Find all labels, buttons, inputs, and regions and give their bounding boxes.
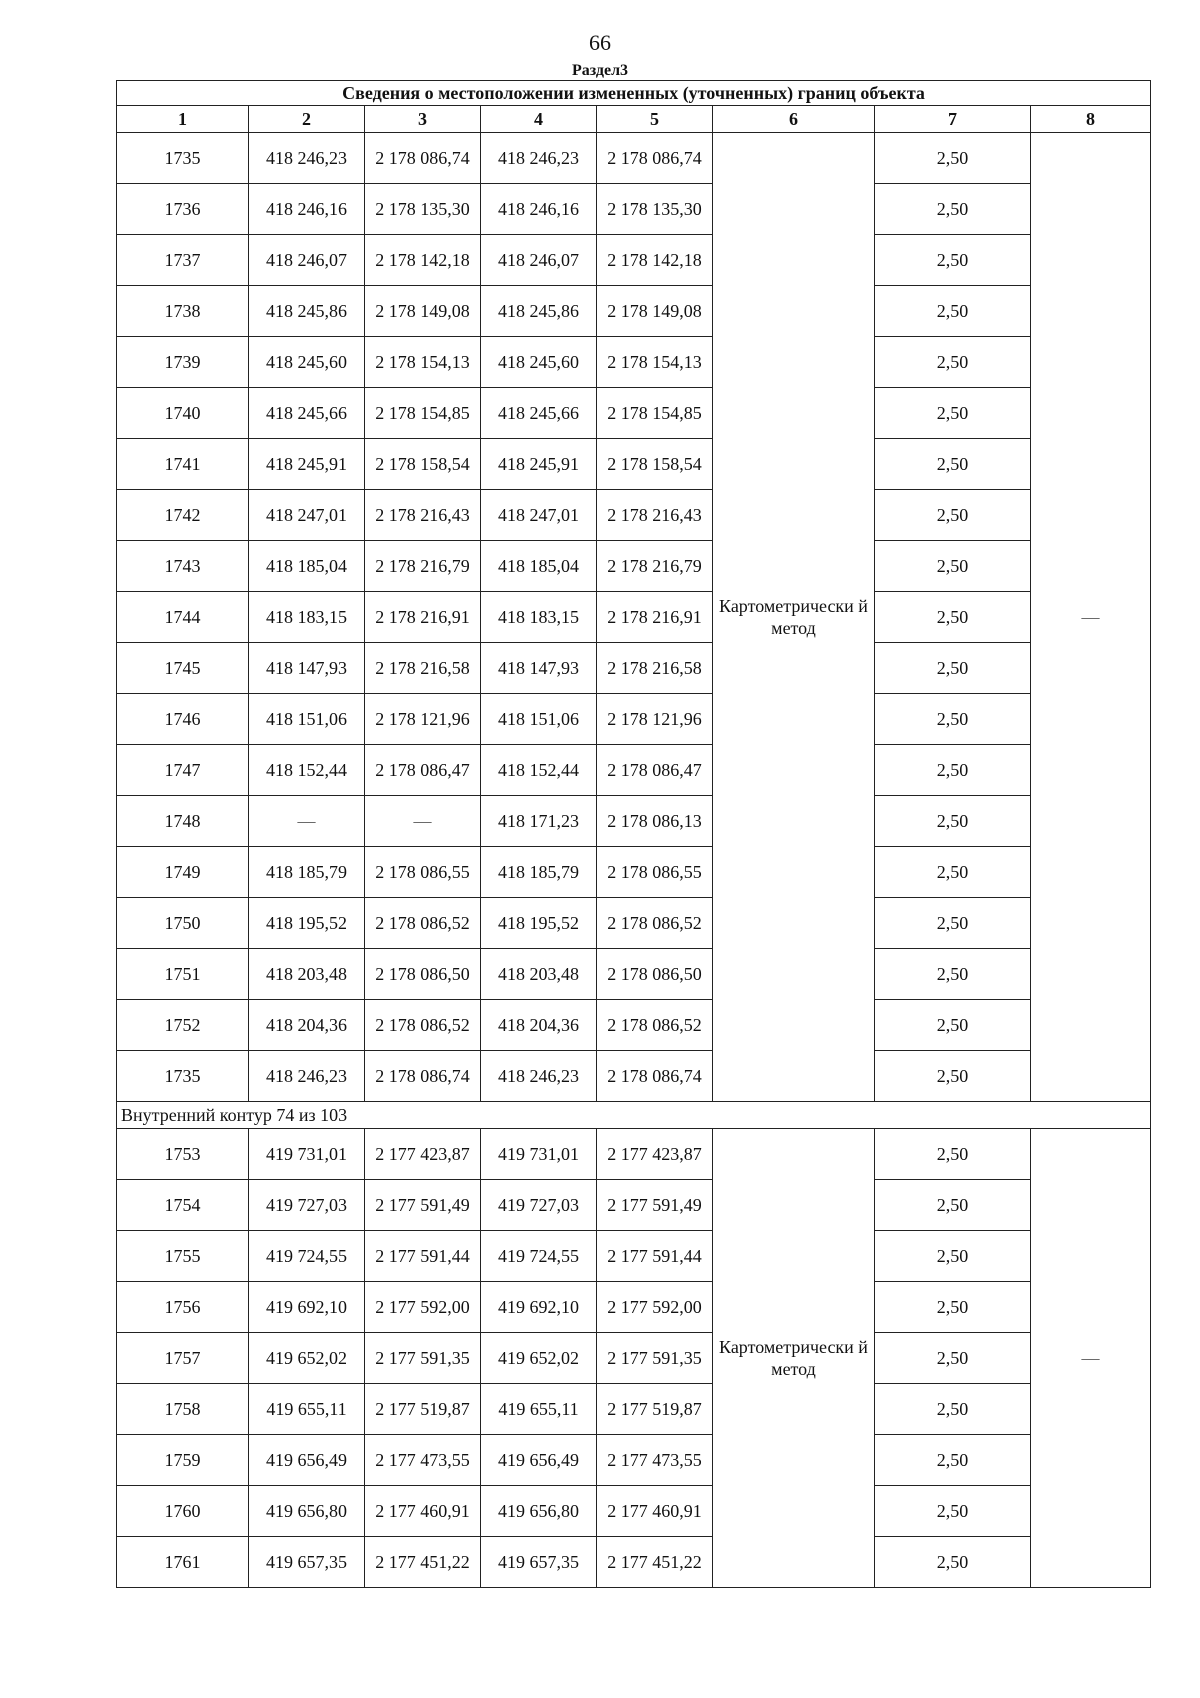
coordinate-cell: 418 246,16 (481, 184, 597, 235)
coordinate-cell: 2 178 216,58 (365, 643, 481, 694)
table-row (117, 1051, 1151, 1102)
column-number: 4 (481, 106, 597, 133)
coordinate-cell: 2 178 086,74 (597, 1051, 713, 1102)
point-number-cell: 1757 (117, 1333, 249, 1384)
table-row (117, 592, 1151, 643)
accuracy-cell: 2,50 (875, 133, 1031, 184)
coordinate-cell: — (365, 796, 481, 847)
point-number-cell: 1738 (117, 286, 249, 337)
table-row (117, 1537, 1151, 1588)
point-number-cell: 1760 (117, 1486, 249, 1537)
point-number-cell: 1737 (117, 235, 249, 286)
point-number-cell: 1750 (117, 898, 249, 949)
table-row (117, 1000, 1151, 1051)
table-row (117, 745, 1151, 796)
table-row (117, 1180, 1151, 1231)
coordinate-cell: 418 204,36 (249, 1000, 365, 1051)
table-row (117, 949, 1151, 1000)
accuracy-cell: 2,50 (875, 388, 1031, 439)
accuracy-cell: 2,50 (875, 490, 1031, 541)
table-caption: Сведения о местоположении измененных (уточненных) границ объекта (117, 81, 1151, 106)
point-number-cell: 1751 (117, 949, 249, 1000)
coordinate-cell: 418 246,23 (481, 1051, 597, 1102)
column-number-row (117, 106, 1151, 133)
coordinates-table (116, 80, 1151, 1588)
table-row (117, 1486, 1151, 1537)
coordinate-cell: 418 195,52 (481, 898, 597, 949)
coordinate-cell: 2 177 473,55 (365, 1435, 481, 1486)
method-cell: Картометрически й метод (713, 1129, 875, 1588)
coordinate-cell: 418 246,16 (249, 184, 365, 235)
coordinate-cell: 2 178 216,43 (597, 490, 713, 541)
coordinate-cell: 418 246,23 (249, 1051, 365, 1102)
coordinate-cell: 2 178 086,52 (597, 898, 713, 949)
point-number-cell: 1747 (117, 745, 249, 796)
column-number: 1 (117, 106, 249, 133)
coordinate-cell: 418 245,91 (481, 439, 597, 490)
table-row (117, 1435, 1151, 1486)
accuracy-cell: 2,50 (875, 439, 1031, 490)
coordinate-cell: 2 178 086,50 (365, 949, 481, 1000)
accuracy-cell: 2,50 (875, 235, 1031, 286)
table-row (117, 490, 1151, 541)
coordinate-cell: 418 147,93 (481, 643, 597, 694)
column-number: 6 (713, 106, 875, 133)
coordinate-cell: 2 177 460,91 (597, 1486, 713, 1537)
coordinate-cell: 418 185,79 (249, 847, 365, 898)
point-number-cell: 1741 (117, 439, 249, 490)
coordinate-cell: 2 178 216,43 (365, 490, 481, 541)
coordinate-cell: 418 195,52 (249, 898, 365, 949)
point-number-cell: 1754 (117, 1180, 249, 1231)
coordinate-cell: 2 178 154,13 (597, 337, 713, 388)
accuracy-cell: 2,50 (875, 847, 1031, 898)
accuracy-cell: 2,50 (875, 1537, 1031, 1588)
coordinate-cell: 2 178 086,74 (365, 133, 481, 184)
coordinate-cell: 2 178 142,18 (365, 235, 481, 286)
coordinate-cell: 2 178 158,54 (597, 439, 713, 490)
table-row (117, 1333, 1151, 1384)
coordinate-cell: 419 731,01 (249, 1129, 365, 1180)
coordinate-cell: 418 247,01 (481, 490, 597, 541)
point-number-cell: 1759 (117, 1435, 249, 1486)
coordinate-cell: 419 655,11 (249, 1384, 365, 1435)
accuracy-cell: 2,50 (875, 337, 1031, 388)
coordinate-cell: 418 185,04 (249, 541, 365, 592)
coordinate-cell: 419 692,10 (249, 1282, 365, 1333)
coordinate-cell: 419 724,55 (249, 1231, 365, 1282)
coordinate-cell: 2 177 591,35 (597, 1333, 713, 1384)
coordinate-cell: 419 652,02 (481, 1333, 597, 1384)
table-row (117, 1231, 1151, 1282)
point-number-cell: 1753 (117, 1129, 249, 1180)
point-number-cell: 1736 (117, 184, 249, 235)
accuracy-cell: 2,50 (875, 592, 1031, 643)
table-row (117, 184, 1151, 235)
point-number-cell: 1752 (117, 1000, 249, 1051)
point-number-cell: 1746 (117, 694, 249, 745)
coordinate-cell: 418 152,44 (481, 745, 597, 796)
coordinate-cell: 2 177 591,49 (597, 1180, 713, 1231)
contour-label-row (117, 1102, 1151, 1129)
section-title: Раздел3 (571, 62, 629, 79)
table-row (117, 1384, 1151, 1435)
coordinate-cell: 2 178 086,47 (597, 745, 713, 796)
coordinate-cell: 2 178 086,52 (365, 1000, 481, 1051)
column-8-cell: — (1031, 1129, 1151, 1588)
point-number-cell: 1740 (117, 388, 249, 439)
coordinate-cell: 418 245,60 (249, 337, 365, 388)
coordinate-cell: 2 178 216,91 (597, 592, 713, 643)
coordinate-cell: 2 177 592,00 (365, 1282, 481, 1333)
point-number-cell: 1735 (117, 1051, 249, 1102)
coordinate-cell: 2 178 158,54 (365, 439, 481, 490)
method-cell: Картометрически й метод (713, 133, 875, 1102)
table-row (117, 337, 1151, 388)
column-number: 5 (597, 106, 713, 133)
coordinate-cell: 419 731,01 (481, 1129, 597, 1180)
coordinate-cell: 2 178 121,96 (365, 694, 481, 745)
coordinate-cell: 2 177 591,49 (365, 1180, 481, 1231)
coordinate-cell: 418 246,07 (249, 235, 365, 286)
coordinate-cell: 419 727,03 (249, 1180, 365, 1231)
coordinate-cell: 2 178 086,50 (597, 949, 713, 1000)
coordinate-cell: 419 656,80 (249, 1486, 365, 1537)
coordinate-cell: 418 245,86 (481, 286, 597, 337)
accuracy-cell: 2,50 (875, 541, 1031, 592)
coordinate-cell: 2 178 135,30 (365, 184, 481, 235)
coordinate-cell: 418 147,93 (249, 643, 365, 694)
coordinate-cell: 419 656,49 (481, 1435, 597, 1486)
table-row (117, 439, 1151, 490)
coordinate-cell: 418 247,01 (249, 490, 365, 541)
point-number-cell: 1749 (117, 847, 249, 898)
coordinate-cell: 2 178 149,08 (597, 286, 713, 337)
accuracy-cell: 2,50 (875, 694, 1031, 745)
coordinate-cell: 418 245,91 (249, 439, 365, 490)
table-row (117, 847, 1151, 898)
point-number-cell: 1745 (117, 643, 249, 694)
coordinate-cell: 2 178 086,74 (365, 1051, 481, 1102)
coordinate-cell: 419 655,11 (481, 1384, 597, 1435)
coordinate-cell: 419 727,03 (481, 1180, 597, 1231)
coordinate-cell: 418 183,15 (249, 592, 365, 643)
coordinate-cell: 2 178 216,91 (365, 592, 481, 643)
coordinate-cell: 419 652,02 (249, 1333, 365, 1384)
accuracy-cell: 2,50 (875, 1231, 1031, 1282)
coordinate-cell: 418 203,48 (249, 949, 365, 1000)
coordinate-cell: 2 177 519,87 (365, 1384, 481, 1435)
coordinate-cell: 419 724,55 (481, 1231, 597, 1282)
coordinate-cell: 2 177 451,22 (597, 1537, 713, 1588)
table-row (117, 694, 1151, 745)
coordinate-cell: 2 177 591,35 (365, 1333, 481, 1384)
coordinate-cell: 2 177 591,44 (597, 1231, 713, 1282)
coordinate-cell: 418 183,15 (481, 592, 597, 643)
accuracy-cell: 2,50 (875, 1282, 1031, 1333)
coordinate-cell: 418 151,06 (481, 694, 597, 745)
coordinate-cell: 2 177 423,87 (365, 1129, 481, 1180)
coordinate-cell: 418 246,07 (481, 235, 597, 286)
coordinate-cell: 2 178 135,30 (597, 184, 713, 235)
column-8-cell: — (1031, 133, 1151, 1102)
coordinate-cell: 2 178 121,96 (597, 694, 713, 745)
accuracy-cell: 2,50 (875, 1333, 1031, 1384)
coordinate-cell: 2 177 591,44 (365, 1231, 481, 1282)
coordinate-cell: 2 178 142,18 (597, 235, 713, 286)
coordinate-cell: 2 177 451,22 (365, 1537, 481, 1588)
contour-label: Внутренний контур 74 из 103 (117, 1102, 1151, 1129)
coordinate-cell: 2 178 154,13 (365, 337, 481, 388)
coordinate-cell: 2 178 216,58 (597, 643, 713, 694)
coordinate-cell: 418 203,48 (481, 949, 597, 1000)
table-row (117, 133, 1151, 184)
accuracy-cell: 2,50 (875, 286, 1031, 337)
point-number-cell: 1739 (117, 337, 249, 388)
accuracy-cell: 2,50 (875, 1180, 1031, 1231)
coordinate-cell: 2 178 154,85 (597, 388, 713, 439)
table-row (117, 796, 1151, 847)
coordinate-cell: 2 178 154,85 (365, 388, 481, 439)
point-number-cell: 1735 (117, 133, 249, 184)
coordinate-cell: 419 656,80 (481, 1486, 597, 1537)
coordinate-cell: 418 245,86 (249, 286, 365, 337)
coordinate-cell: 2 177 423,87 (597, 1129, 713, 1180)
column-number: 8 (1031, 106, 1151, 133)
accuracy-cell: 2,50 (875, 643, 1031, 694)
coordinate-cell: 418 245,60 (481, 337, 597, 388)
coordinate-cell: 418 152,44 (249, 745, 365, 796)
coordinate-cell: 419 656,49 (249, 1435, 365, 1486)
accuracy-cell: 2,50 (875, 796, 1031, 847)
coordinate-cell: 2 178 086,74 (597, 133, 713, 184)
coordinate-cell: 419 657,35 (481, 1537, 597, 1588)
column-number: 7 (875, 106, 1031, 133)
accuracy-cell: 2,50 (875, 1435, 1031, 1486)
accuracy-cell: 2,50 (875, 745, 1031, 796)
coordinate-cell: 418 246,23 (249, 133, 365, 184)
coordinate-cell: 2 178 086,47 (365, 745, 481, 796)
coordinate-cell: 2 178 086,52 (597, 1000, 713, 1051)
coordinate-cell: 2 178 086,55 (365, 847, 481, 898)
table-row (117, 898, 1151, 949)
coordinate-cell: 2 177 460,91 (365, 1486, 481, 1537)
coordinate-cell: 418 185,79 (481, 847, 597, 898)
coordinate-cell: 2 178 086,52 (365, 898, 481, 949)
accuracy-cell: 2,50 (875, 1000, 1031, 1051)
coordinate-cell: 2 177 592,00 (597, 1282, 713, 1333)
accuracy-cell: 2,50 (875, 1384, 1031, 1435)
table-row (117, 286, 1151, 337)
coordinate-cell: — (249, 796, 365, 847)
accuracy-cell: 2,50 (875, 1051, 1031, 1102)
accuracy-cell: 2,50 (875, 1486, 1031, 1537)
coordinate-cell: 2 178 216,79 (365, 541, 481, 592)
page-number: 66 (589, 30, 611, 55)
accuracy-cell: 2,50 (875, 1129, 1031, 1180)
accuracy-cell: 2,50 (875, 184, 1031, 235)
table-row (117, 1129, 1151, 1180)
accuracy-cell: 2,50 (875, 949, 1031, 1000)
coordinate-cell: 418 185,04 (481, 541, 597, 592)
coordinate-cell: 2 178 216,79 (597, 541, 713, 592)
point-number-cell: 1758 (117, 1384, 249, 1435)
coordinate-cell: 2 177 473,55 (597, 1435, 713, 1486)
coordinate-cell: 2 178 086,13 (597, 796, 713, 847)
column-number: 2 (249, 106, 365, 133)
point-number-cell: 1744 (117, 592, 249, 643)
accuracy-cell: 2,50 (875, 898, 1031, 949)
table-row (117, 1282, 1151, 1333)
point-number-cell: 1755 (117, 1231, 249, 1282)
table-row (117, 235, 1151, 286)
coordinate-cell: 418 171,23 (481, 796, 597, 847)
coordinate-cell: 419 692,10 (481, 1282, 597, 1333)
coordinate-cell: 418 204,36 (481, 1000, 597, 1051)
coordinate-cell: 418 151,06 (249, 694, 365, 745)
point-number-cell: 1761 (117, 1537, 249, 1588)
column-number: 3 (365, 106, 481, 133)
point-number-cell: 1743 (117, 541, 249, 592)
point-number-cell: 1748 (117, 796, 249, 847)
coordinate-cell: 2 178 086,55 (597, 847, 713, 898)
coordinate-cell: 418 245,66 (481, 388, 597, 439)
point-number-cell: 1756 (117, 1282, 249, 1333)
coordinate-cell: 418 245,66 (249, 388, 365, 439)
coordinate-cell: 418 246,23 (481, 133, 597, 184)
coordinate-cell: 419 657,35 (249, 1537, 365, 1588)
point-number-cell: 1742 (117, 490, 249, 541)
coordinate-cell: 2 178 149,08 (365, 286, 481, 337)
table-row (117, 388, 1151, 439)
table-row (117, 643, 1151, 694)
coordinate-cell: 2 177 519,87 (597, 1384, 713, 1435)
table-row (117, 541, 1151, 592)
